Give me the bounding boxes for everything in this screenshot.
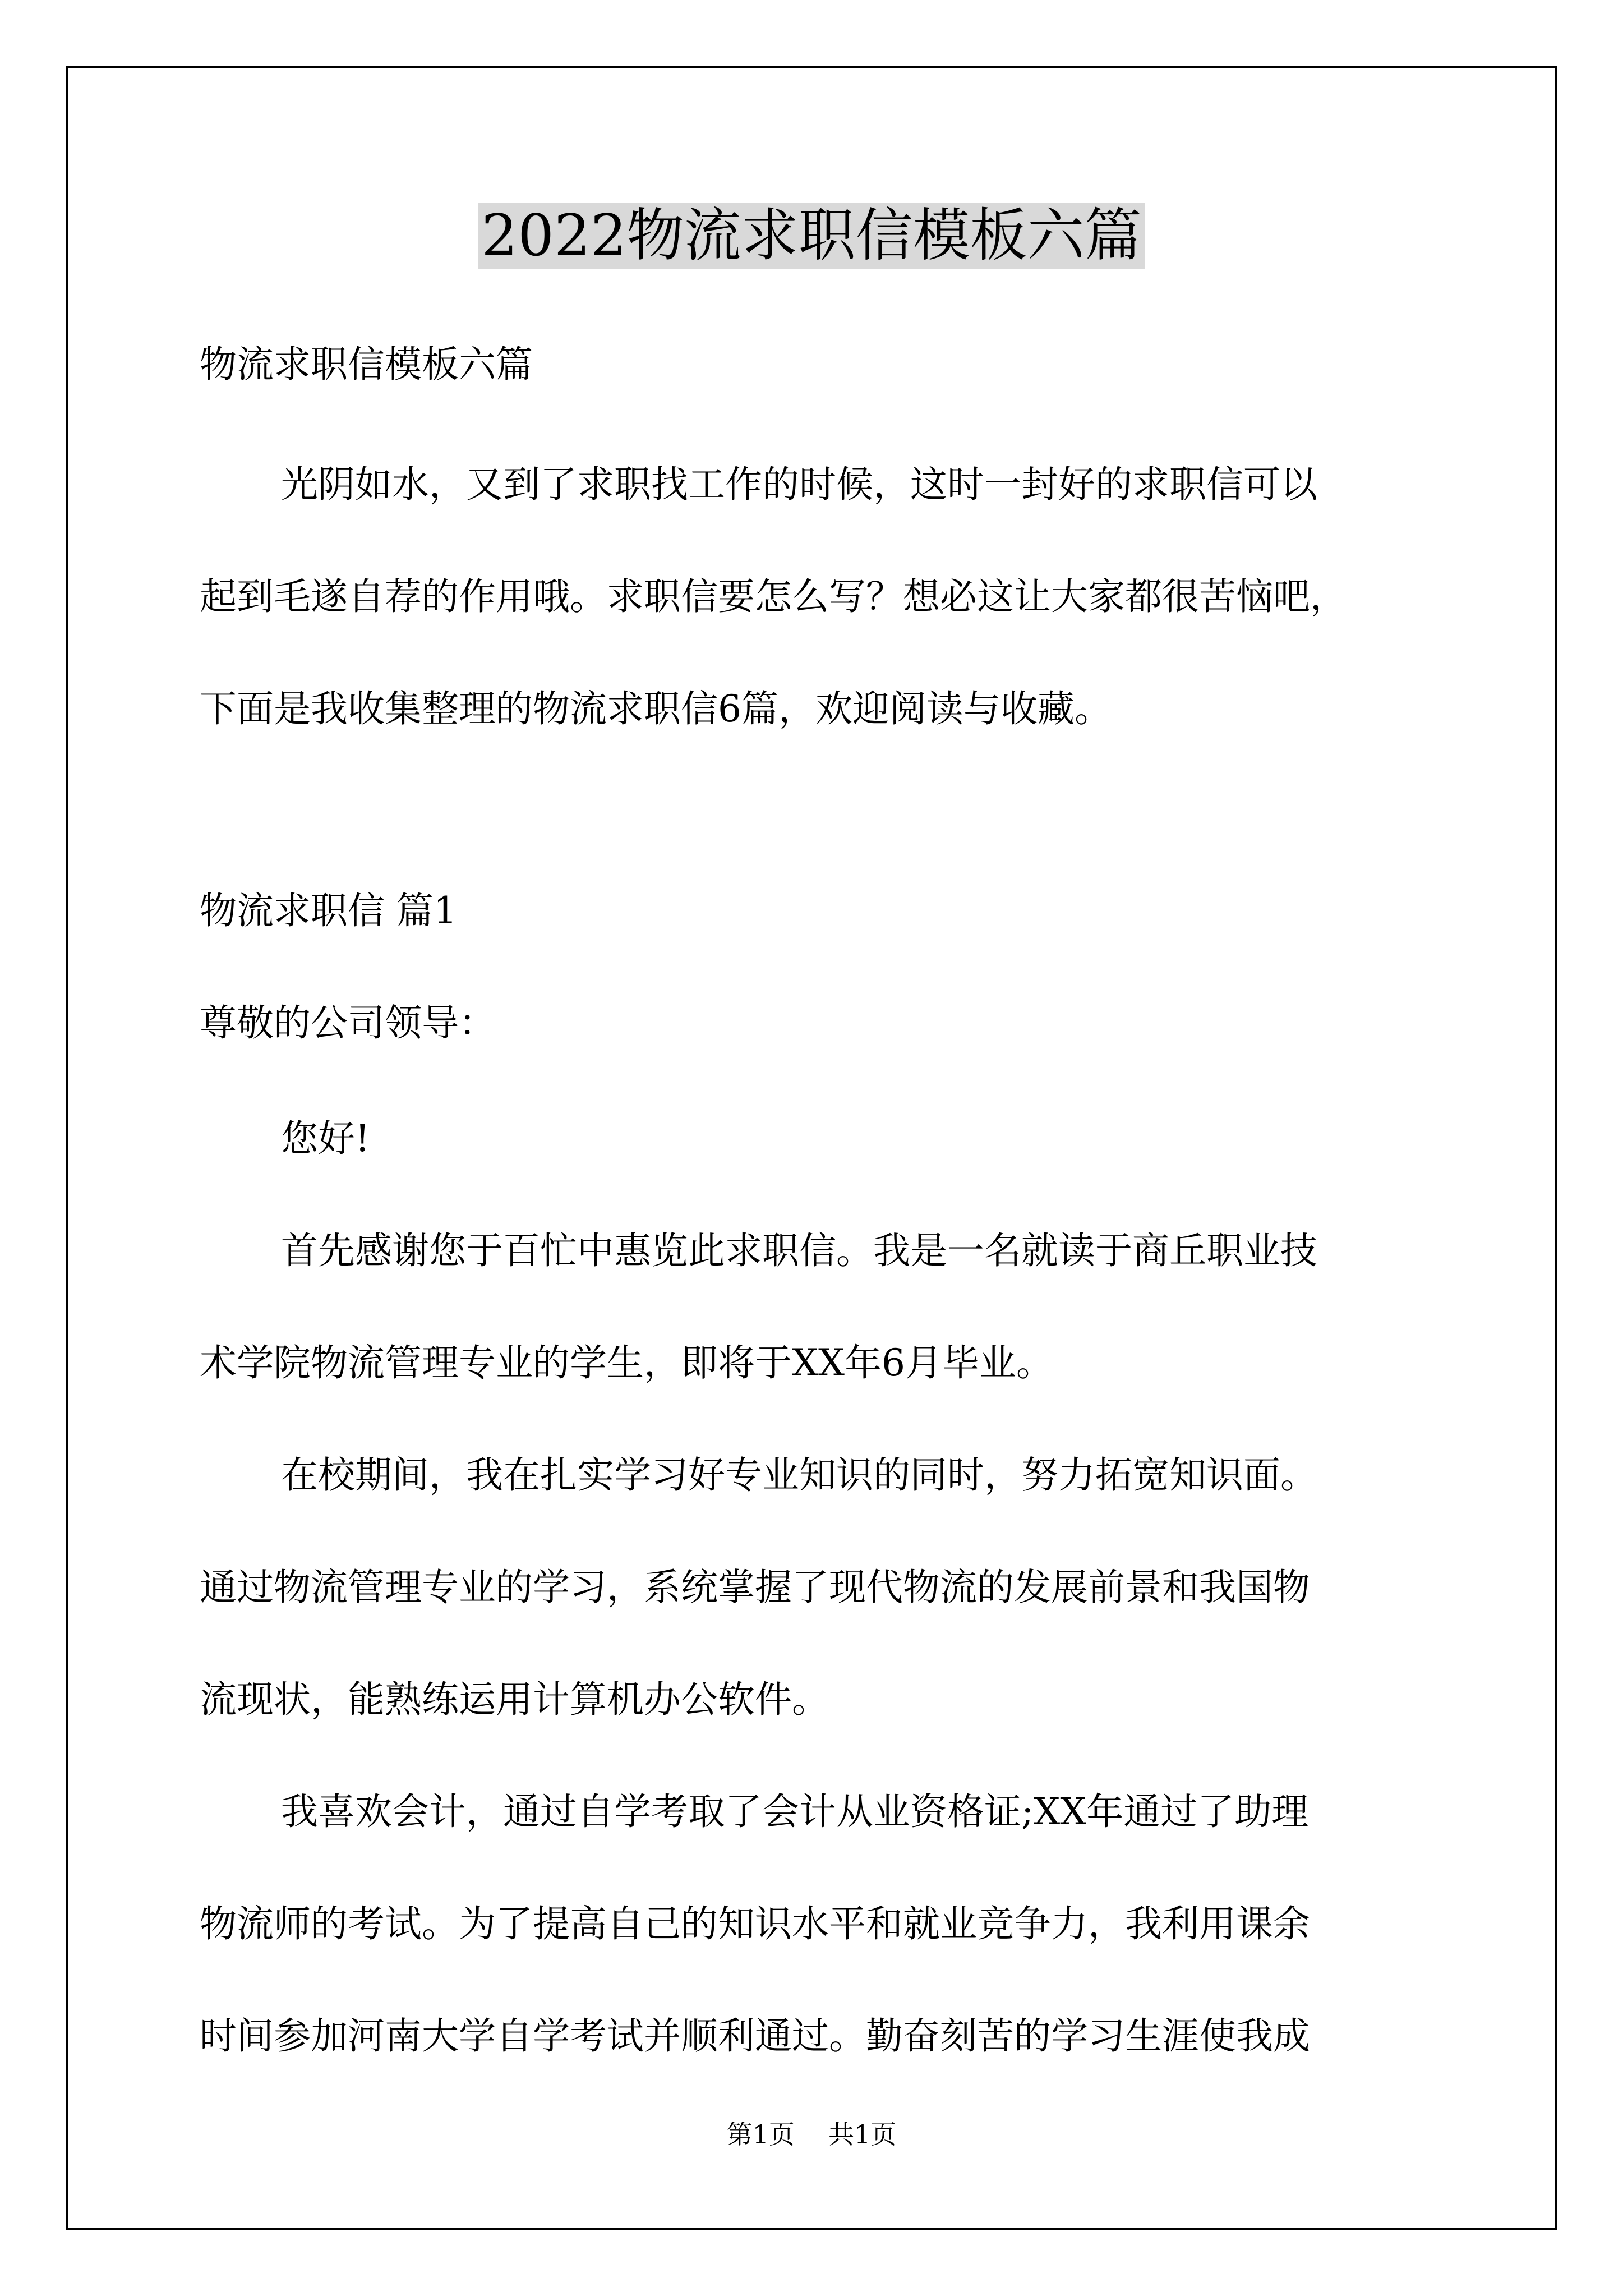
page-title <box>0 194 1623 278</box>
paragraph-line-5: 流现状，能熟练运用计算机办公软件。 <box>200 1678 829 1721</box>
title-text: 2022物流求职信模板六篇 <box>478 203 1145 269</box>
paragraph-line-3: 在校期间，我在扎实学习好专业知识的同时，努力拓宽知识面。 <box>281 1453 1317 1497</box>
section-heading: 物流求职信 篇1 <box>200 889 457 932</box>
salutation: 尊敬的公司领导： <box>200 1001 496 1045</box>
subtitle: 物流求职信模板六篇 <box>200 343 533 386</box>
footer-page-number: 第1页 <box>726 2119 795 2150</box>
page-footer <box>0 2115 1623 2154</box>
footer-total-pages: 共1页 <box>828 2119 897 2150</box>
paragraph-line-7: 物流师的考试。为了提高自己的知识水平和就业竞争力，我利用课余 <box>200 1902 1310 1945</box>
greeting: 您好! <box>281 1117 370 1160</box>
intro-line-1: 光阴如水，又到了求职找工作的时候，这时一封好的求职信可以 <box>281 463 1317 506</box>
paragraph-line-4: 通过物流管理专业的学习，系统掌握了现代物流的发展前景和我国物 <box>200 1566 1310 1609</box>
intro-line-3: 下面是我收集整理的物流求职信6篇，欢迎阅读与收藏。 <box>200 687 1112 730</box>
paragraph-line-6: 我喜欢会计，通过自学考取了会计从业资格证;XX年通过了助理 <box>281 1790 1309 1833</box>
intro-line-2: 起到毛遂自荐的作用哦。求职信要怎么写？想必这让大家都很苦恼吧， <box>200 575 1347 618</box>
paragraph-line-8: 时间参加河南大学自学考试并顺利通过。勤奋刻苦的学习生涯使我成 <box>200 2014 1310 2058</box>
paragraph-line-2: 术学院物流管理专业的学生，即将于XX年6月毕业。 <box>200 1341 1053 1384</box>
paragraph-line-1: 首先感谢您于百忙中惠览此求职信。我是一名就读于商丘职业技 <box>281 1229 1317 1272</box>
